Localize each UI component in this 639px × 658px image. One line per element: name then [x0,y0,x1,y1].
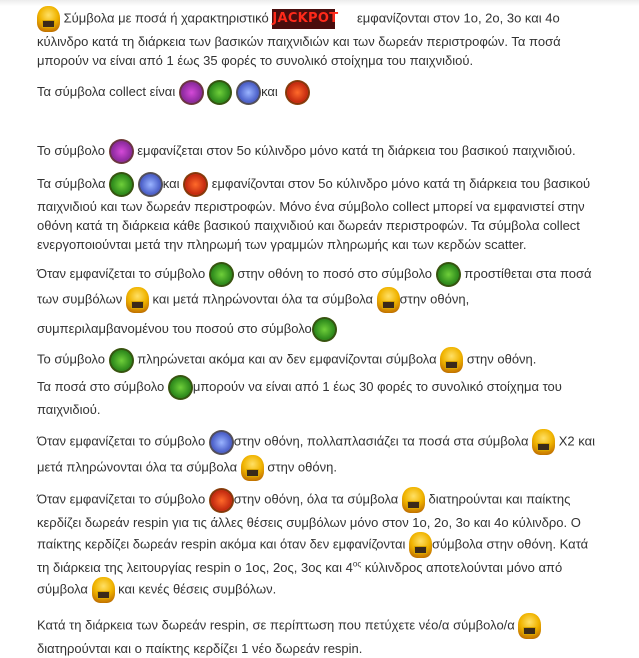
paragraph-green-pays: Το σύμβολο πληρώνεται ακόμα και αν δεν εμφανίζονται σύμβολα στην οθόνη. [37,347,597,373]
paragraph-collect-list: Τα σύμβολα collect είναι και [37,80,597,105]
golden-mask-icon [440,347,463,373]
green-collect-coin-icon [109,348,134,373]
green-collect-coin-icon [207,80,232,105]
paragraph-green-collect: Όταν εμφανίζεται το σύμβολο στην οθόνη το ποσό στο σύμβολο προστίθεται στα ποσά των συμβόλων και μετά πληρώνονται όλα τα σύμβολα στην οθόνη, συμπεριλαμβανομένου του ποσού στο σύμβολο [37,262,597,345]
red-respin-collect-coin-icon [285,80,310,105]
paragraph-blue-collect: Όταν εμφανίζεται το σύμβολο στην οθόνη, πολλαπλασιάζει τα ποσά στα σύμβολα X2 και μετά πληρώνονται όλα τα σύμβολα στην οθόνη. [37,429,597,481]
paragraph-other-collects: Τα σύμβολα και εμφανίζονται στον 5ο κύλινδρο μόνο κατά τη διάρκεια του βασικού παιχνιδιού και των δωρεάν περιστροφών. Μόνο ένα σύμβολο collect μπορεί να εμφανιστεί στην οθόνη κατά τη διάρκεια κάθε βασικού παιχνιδιού και δωρεάν περιστροφών. Τα σύμβολα collect ενεργοποιούνται μετά την πληρωμή των γραμμών πληρωμής και των κερδών scatter. [37,172,597,254]
golden-mask-icon [532,429,555,455]
red-respin-collect-coin-icon [209,488,234,513]
purple-collect-coin-icon [109,139,134,164]
green-collect-coin-icon [436,262,461,287]
golden-mask-icon [518,613,541,639]
green-collect-coin-icon [209,262,234,287]
purple-collect-coin-icon [179,80,204,105]
golden-mask-icon [409,532,432,558]
golden-mask-icon [37,6,60,32]
paragraph-purple-collect: Το σύμβολο εμφανίζεται στον 5ο κύλινδρο μόνο κατά τη διάρκεια του βασικού παιχνιδιού. [37,139,597,164]
golden-mask-icon [402,487,425,513]
blue-collect-coin-icon [209,430,234,455]
green-collect-coin-icon [109,172,134,197]
paragraph-respin-collect: Όταν εμφανίζεται το σύμβολο στην οθόνη, όλα τα σύμβολα διατηρούνται και παίκτης κερδίζει δωρεάν respin για τις άλλες θέσεις συμβόλων μόνο στον 1ο, 2ο, 3ο και 4ο κύλινδρο. Ο παίκτης κερδίζει δωρεάν respin ακόμα και όταν δεν εμφανίζονται σύμβολα στην οθόνη. Κατά τη διάρκεια της λειτουργίας respin ο 1ος, 2ος, 3ος και $4^{o\varsigma}$ κύλινδρος αποτελούνται μόνο από σύμβολα και κενές θέσεις συμβόλων. [37,487,597,603]
blue-collect-coin-icon [236,80,261,105]
green-collect-coin-icon [168,375,193,400]
paragraph-green-amounts: Τα ποσά στο σύμβολο μπορούν να είναι από 1 έως 30 φορές το συνολικό στοίχημα του παιχνιδιού. [37,375,597,419]
paragraph-money-symbols: Σύμβολα με ποσά ή χαρακτηριστικό JACKPOT εμφανίζονται στον 1ο, 2ο, 3ο και 4ο κύλινδρο κατά τη διάρκεια των βασικών παιχνιδιών και των δωρεάν περιστροφών. Τα ποσά μπορούν να είναι από 1 έως 35 φορές το συνολικό στοίχημα του παιχνιδιού. [37,6,597,70]
paragraph-free-respins: Κατά τη διάρκεια των δωρεάν respin, σε περίπτωση που πετύχετε νέο/α σύμβολο/α διατηρούνται και ο παίκτης κερδίζει 1 νέο δωρεάν respin. [37,613,597,658]
blue-collect-coin-icon [138,172,163,197]
golden-mask-icon [126,287,149,313]
paytable-content [37,0,597,658]
golden-mask-icon [92,577,115,603]
golden-mask-icon [241,455,264,481]
golden-mask-icon [377,287,400,313]
jackpot-badge: JACKPOT [272,9,335,29]
green-collect-coin-icon [312,317,337,342]
red-respin-collect-coin-icon [183,172,208,197]
